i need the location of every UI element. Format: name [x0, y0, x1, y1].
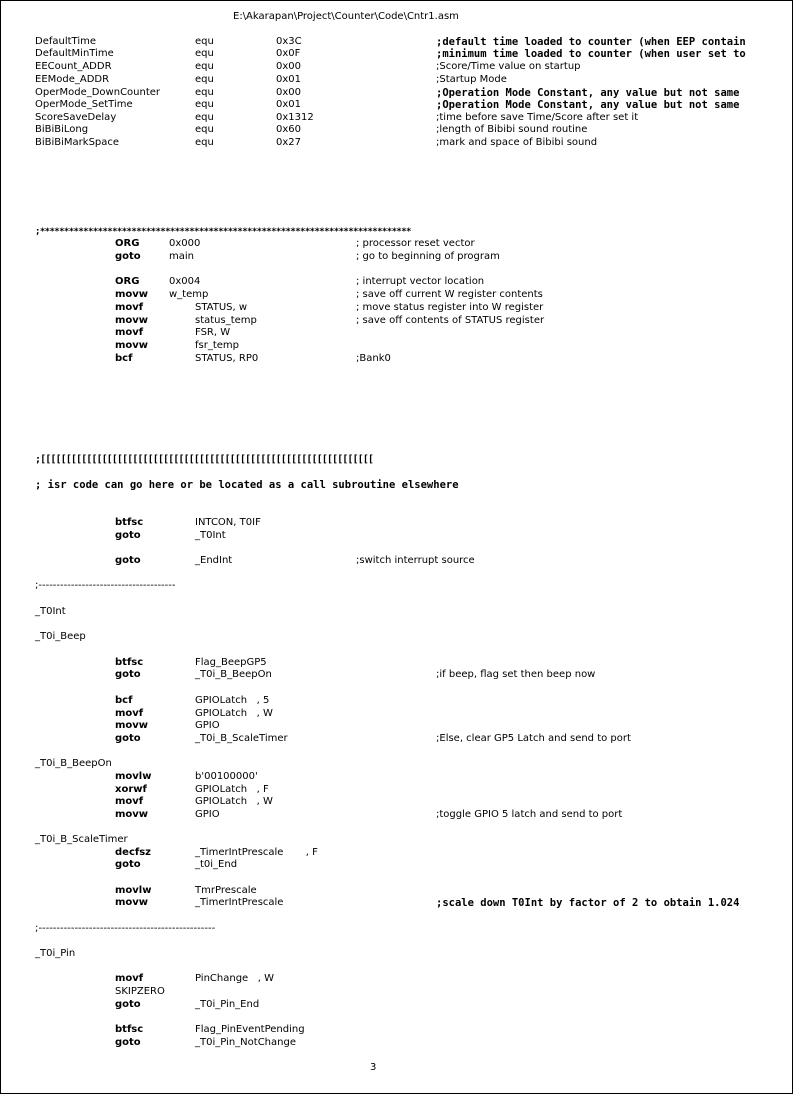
label-t0int: _T0Int [35, 606, 66, 617]
instruction-op: movw [115, 720, 149, 731]
instruction-op: bcf [115, 695, 133, 706]
instruction-comment: ;Bank0 [356, 353, 391, 364]
equate-comment: ;length of Bibibi sound routine [436, 124, 588, 135]
instruction-arg: _T0i_Pin_NotChange [195, 1037, 296, 1048]
equate-comment: ;mark and space of Bibibi sound [436, 137, 598, 148]
instruction-op: SKIPZERO [115, 986, 165, 997]
instruction-arg: Flag_BeepGP5 [195, 657, 267, 668]
equate-name: ScoreSaveDelay [35, 112, 117, 123]
instruction-comment: ;if beep, flag set then beep now [436, 669, 596, 680]
instruction-op: movf [115, 796, 144, 807]
instruction-op: btfsc [115, 1024, 144, 1035]
instruction-arg: Flag_PinEventPending [195, 1024, 305, 1035]
instruction-arg: _EndInt [195, 555, 233, 566]
equate-name: DefaultMinTime [35, 48, 114, 59]
equate-value: 0x60 [276, 124, 302, 135]
instruction-op: movlw [115, 885, 152, 896]
instruction-comment: ; move status register into W register [356, 302, 544, 313]
instruction-arg: _T0i_B_BeepOn [195, 669, 272, 680]
instruction-op: goto [115, 999, 141, 1010]
instruction-arg: GPIOLatch , 5 [195, 695, 270, 706]
instruction-arg: _TimerIntPrescale , F [195, 847, 318, 858]
instruction-comment: ; interrupt vector location [356, 276, 485, 287]
equate-value: 0x27 [276, 137, 302, 148]
instruction-arg: _TimerIntPrescale [195, 897, 284, 908]
instruction-comment: ; save off contents of STATUS register [356, 315, 545, 326]
dash-separator: ;------------------------------------------------- [35, 923, 216, 934]
instruction-op: xorwf [115, 784, 147, 795]
instruction-op: movw [115, 289, 149, 300]
equate-op: equ [195, 48, 214, 59]
equate-value: 0x00 [276, 87, 302, 98]
instruction-op: bcf [115, 353, 133, 364]
dash-separator: ;-------------------------------------- [35, 580, 176, 591]
instruction-arg: GPIOLatch , F [195, 784, 269, 795]
star-separator: ;***************************************************************************** [35, 227, 411, 237]
instruction-comment: ; go to beginning of program [356, 251, 500, 262]
instruction-op: movw [115, 340, 149, 351]
instruction-arg: GPIO [195, 809, 220, 820]
equate-comment: ;Operation Mode Constant, any value but not same [436, 87, 740, 99]
instruction-op: movw [115, 809, 149, 820]
instruction-comment: ; save off current W register contents [356, 289, 543, 300]
equate-name: OperMode_DownCounter [35, 87, 161, 98]
instruction-arg: GPIOLatch , W [195, 708, 273, 719]
instruction-op: goto [115, 1037, 141, 1048]
equate-op: equ [195, 74, 214, 85]
equate-op: equ [195, 137, 214, 148]
equate-value: 0x01 [276, 99, 302, 110]
equate-name: DefaultTime [35, 36, 97, 47]
instruction-arg: main [169, 251, 194, 262]
instruction-op: movw [115, 897, 149, 908]
label-t0i-pin: _T0i_Pin [35, 948, 76, 959]
equate-value: 0x1312 [276, 112, 314, 123]
instruction-arg: INTCON, T0IF [195, 517, 261, 528]
equate-value: 0x3C [276, 36, 302, 47]
instruction-op: btfsc [115, 517, 144, 528]
equate-op: equ [195, 61, 214, 72]
equate-op: equ [195, 36, 214, 47]
label-t0i-beep: _T0i_Beep [35, 631, 86, 642]
instruction-op: movf [115, 302, 144, 313]
equate-name: OperMode_SetTime [35, 99, 133, 110]
instruction-arg: _T0i_B_ScaleTimer [195, 733, 288, 744]
instruction-op: ORG [115, 276, 140, 287]
equate-comment: ;time before save Time/Score after set it [436, 112, 639, 123]
equate-op: equ [195, 99, 214, 110]
instruction-arg: _T0i_Pin_End [195, 999, 260, 1010]
equate-name: EECount_ADDR [35, 61, 112, 72]
instruction-op: goto [115, 530, 141, 541]
instruction-arg: PinChange , W [195, 973, 274, 984]
instruction-op: ORG [115, 238, 140, 249]
file-path-header: E:\Akarapan\Project\Counter\Code\Cntr1.asm [233, 11, 459, 22]
equate-name: EEMode_ADDR [35, 74, 110, 85]
instruction-arg: w_temp [169, 289, 209, 300]
instruction-arg: b'00100000' [195, 771, 258, 782]
equate-name: BiBiBiMarkSpace [35, 137, 120, 148]
instruction-arg: 0x000 [169, 238, 201, 249]
equate-op: equ [195, 87, 214, 98]
instruction-op: movlw [115, 771, 152, 782]
instruction-comment: ;switch interrupt source [356, 555, 475, 566]
instruction-arg: GPIOLatch , W [195, 796, 273, 807]
instruction-op: goto [115, 733, 141, 744]
instruction-comment: ;toggle GPIO 5 latch and send to port [436, 809, 623, 820]
equate-comment: ;Operation Mode Constant, any value but not same [436, 99, 740, 111]
instruction-arg: STATUS, RP0 [195, 353, 259, 364]
instruction-arg: STATUS, w [195, 302, 248, 313]
instruction-op: movf [115, 708, 144, 719]
instruction-comment: ; processor reset vector [356, 238, 475, 249]
instruction-arg: _t0i_End [195, 859, 238, 870]
instruction-op: goto [115, 251, 141, 262]
instruction-op: movf [115, 973, 144, 984]
instruction-arg: FSR, W [195, 327, 231, 338]
instruction-arg: TmrPrescale [195, 885, 257, 896]
label-beepon: _T0i_B_BeepOn [35, 758, 112, 769]
instruction-op: decfsz [115, 847, 151, 858]
equate-name: BiBiBiLong [35, 124, 89, 135]
instruction-op: btfsc [115, 657, 144, 668]
equate-comment: ;Startup Mode [436, 74, 507, 85]
equate-comment: ;minimum time loaded to counter (when user set to [436, 48, 746, 60]
label-scaletimer: _T0i_B_ScaleTimer [35, 834, 128, 845]
isr-comment: ; isr code can go here or be located as a call subroutine elsewhere [35, 479, 459, 491]
equate-value: 0x00 [276, 61, 302, 72]
instruction-arg: 0x004 [169, 276, 201, 287]
instruction-op: goto [115, 859, 141, 870]
instruction-arg: fsr_temp [195, 340, 240, 351]
instruction-arg: status_temp [195, 315, 257, 326]
equate-value: 0x01 [276, 74, 302, 85]
instruction-arg: _T0Int [195, 530, 226, 541]
page-number: 3 [370, 1062, 377, 1073]
instruction-comment: ;Else, clear GP5 Latch and send to port [436, 733, 631, 744]
bracket-separator: ;[[[[[[[[[[[[[[[[[[[[[[[[[[[[[[[[[[[[[[[[[[[[[[[[[[[[[[[[[[[[[[[[[ [35, 454, 373, 465]
instruction-op: movf [115, 327, 144, 338]
instruction-op: goto [115, 669, 141, 680]
equate-value: 0x0F [276, 48, 301, 59]
equate-op: equ [195, 112, 214, 123]
equate-comment: ;Score/Time value on startup [436, 61, 581, 72]
equate-op: equ [195, 124, 214, 135]
instruction-op: movw [115, 315, 149, 326]
instruction-comment: ;scale down T0Int by factor of 2 to obtain 1.024 [436, 897, 740, 909]
instruction-op: goto [115, 555, 141, 566]
equate-comment: ;default time loaded to counter (when EEP contain [436, 36, 746, 48]
instruction-arg: GPIO [195, 720, 220, 731]
